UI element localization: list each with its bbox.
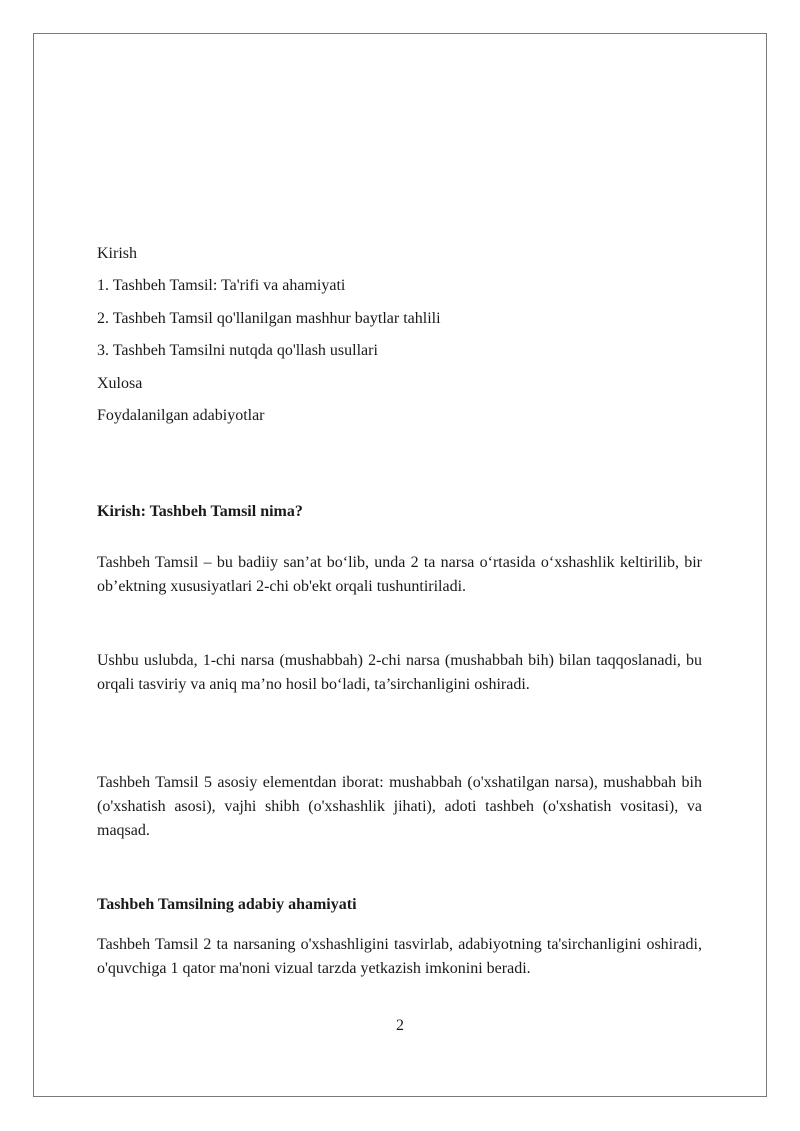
- toc-item-intro: Kirish: [97, 245, 137, 262]
- toc-item-1: 1. Tashbeh Tamsil: Ta'rifi va ahamiyati: [97, 277, 346, 295]
- paragraph-definition: Tashbeh Tamsil – bu badiiy san’at bo‘lib, unda 2 ta narsa o‘rtasida o‘xshashlik keltirilib, bir ob’ektning xususiyatlari 2-chi ob'ekt orqali tushuntiriladi.: [97, 554, 702, 595]
- toc-item-3: 3. Tashbeh Tamsilni nutqda qo'llash usullari: [97, 342, 378, 360]
- paragraph-significance: Tashbeh Tamsil 2 ta narsaning o'xshashligini tasvirlab, adabiyotning ta'sirchanligini oshiradi, o'quvchiga 1 qator ma'noni vizual tarzda yetkazish imkonini beradi.: [97, 936, 702, 977]
- paragraph-elements: Tashbeh Tamsil 5 asosiy elementdan iborat: mushabbah (o'xshatilgan narsa), mushabbah bih (o'xshatish asosi), vajhi shibh (o'xshashlik jihati), adoti tashbeh (o'xshatish vositasi), va maqsad.: [97, 774, 702, 839]
- toc-item-2: 2. Tashbeh Tamsil qo'llanilgan mashhur baytlar tahlili: [97, 309, 441, 327]
- toc-item-references: Foydalanilgan adabiyotlar: [97, 406, 265, 424]
- paragraph-comparison: Ushbu uslubda, 1-chi narsa (mushabbah) 2-chi narsa (mushabbah bih) bilan taqqoslanadi, bu orqali tasviriy va aniq ma’no hosil bo‘ladi, ta’sirchanligini oshiradi.: [97, 652, 702, 693]
- page-number: 2: [396, 1017, 404, 1034]
- section-heading-intro: Kirish: Tashbeh Tamsil nima?: [97, 503, 303, 520]
- section-heading-significance: Tashbeh Tamsilning adabiy ahamiyati: [97, 896, 357, 913]
- toc-item-conclusion: Xulosa: [97, 374, 143, 392]
- table-of-contents: [97, 242, 702, 436]
